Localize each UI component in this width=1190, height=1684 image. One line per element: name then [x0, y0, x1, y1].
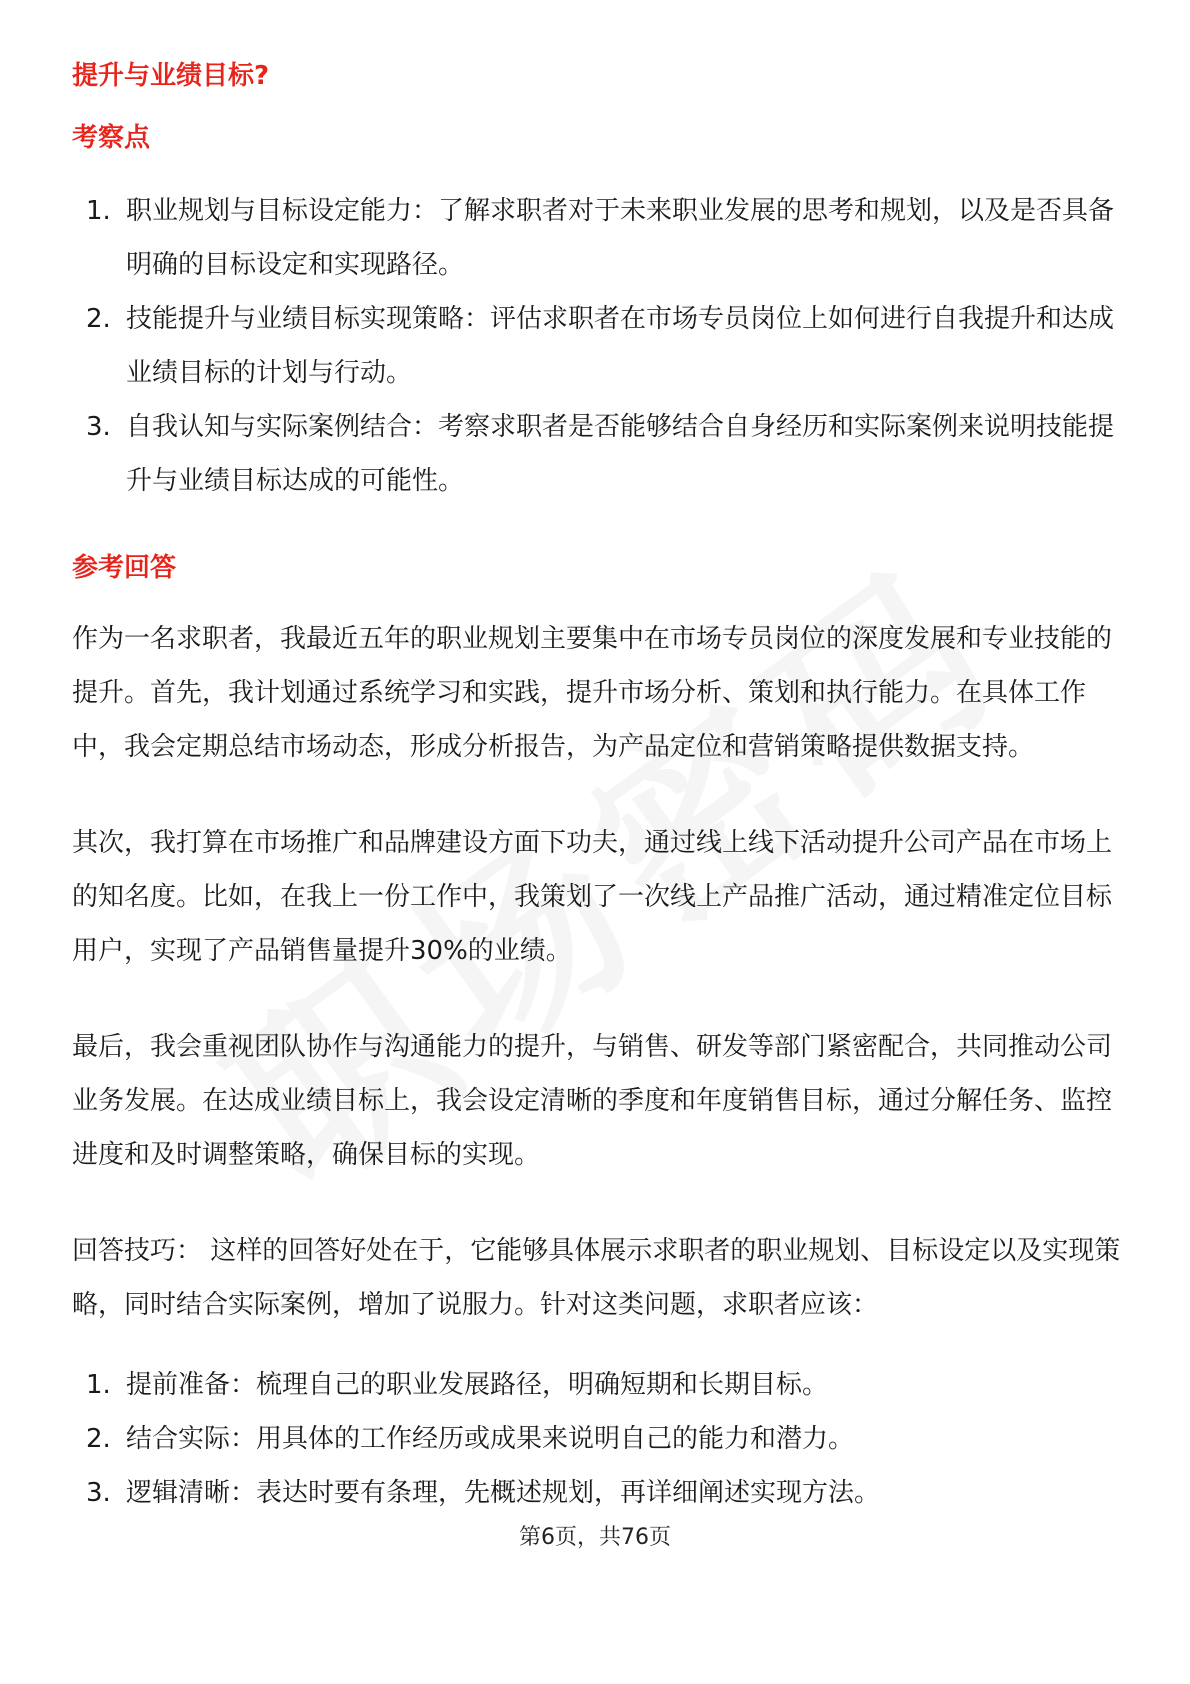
answer-paragraph: 作为一名求职者，我最近五年的职业规划主要集中在市场专员岗位的深度发展和专业技能的提升。首先，我计划通过系统学习和实践，提升市场分析、策划和执行能力。在具体工作中，我会定期总结市场动态，形成分析报告，为产品定位和营销策略提供数据支持。 — [72, 624, 1113, 762]
list-item: 2. 技能提升与业绩目标实现策略：评估求职者在市场专员岗位上如何进行自我提升和达成业绩目标的计划与行动。 — [86, 304, 1115, 388]
assessment-list — [72, 184, 1132, 508]
section-heading-assessment: 考察点 — [72, 123, 151, 153]
list-item: 1. 职业规划与目标设定能力：了解求职者对于未来职业发展的思考和规划，以及是否具备明确的目标设定和实现路径。 — [86, 196, 1115, 280]
page-number: 第6页，共76页 — [519, 1525, 671, 1550]
section-heading-answer: 参考回答 — [72, 553, 177, 583]
list-item: 3. 逻辑清晰：表达时要有条理，先概述规划，再详细阐述实现方法。 — [86, 1478, 881, 1508]
question-title: 提升与业绩目标? — [72, 61, 270, 91]
list-item: 2. 结合实际：用具体的工作经历或成果来说明自己的能力和潜力。 — [86, 1424, 855, 1454]
list-item: 3. 自我认知与实际案例结合：考察求职者是否能够结合自身经历和实际案例来说明技能提升与业绩目标达成的可能性。 — [86, 412, 1115, 496]
answer-paragraph: 其次，我打算在市场推广和品牌建设方面下功夫，通过线上线下活动提升公司产品在市场上的知名度。比如，在我上一份工作中，我策划了一次线上产品推广活动，通过精准定位目标用户，实现了产品销售量提升30%的业绩。 — [72, 828, 1113, 966]
answer-tips-paragraph: 回答技巧： 这样的回答好处在于，它能够具体展示求职者的职业规划、目标设定以及实现策略，同时结合实际案例，增加了说服力。针对这类问题，求职者应该： — [72, 1236, 1121, 1320]
list-item: 1. 提前准备：梳理自己的职业发展路径，明确短期和长期目标。 — [86, 1370, 829, 1400]
answer-paragraph: 最后，我会重视团队协作与沟通能力的提升，与销售、研发等部门紧密配合，共同推动公司业务发展。在达成业绩目标上，我会设定清晰的季度和年度销售目标，通过分解任务、监控进度和及时调整策略，确保目标的实现。 — [72, 1032, 1113, 1170]
tips-list — [72, 1358, 1132, 1520]
document-body — [72, 52, 1132, 1520]
